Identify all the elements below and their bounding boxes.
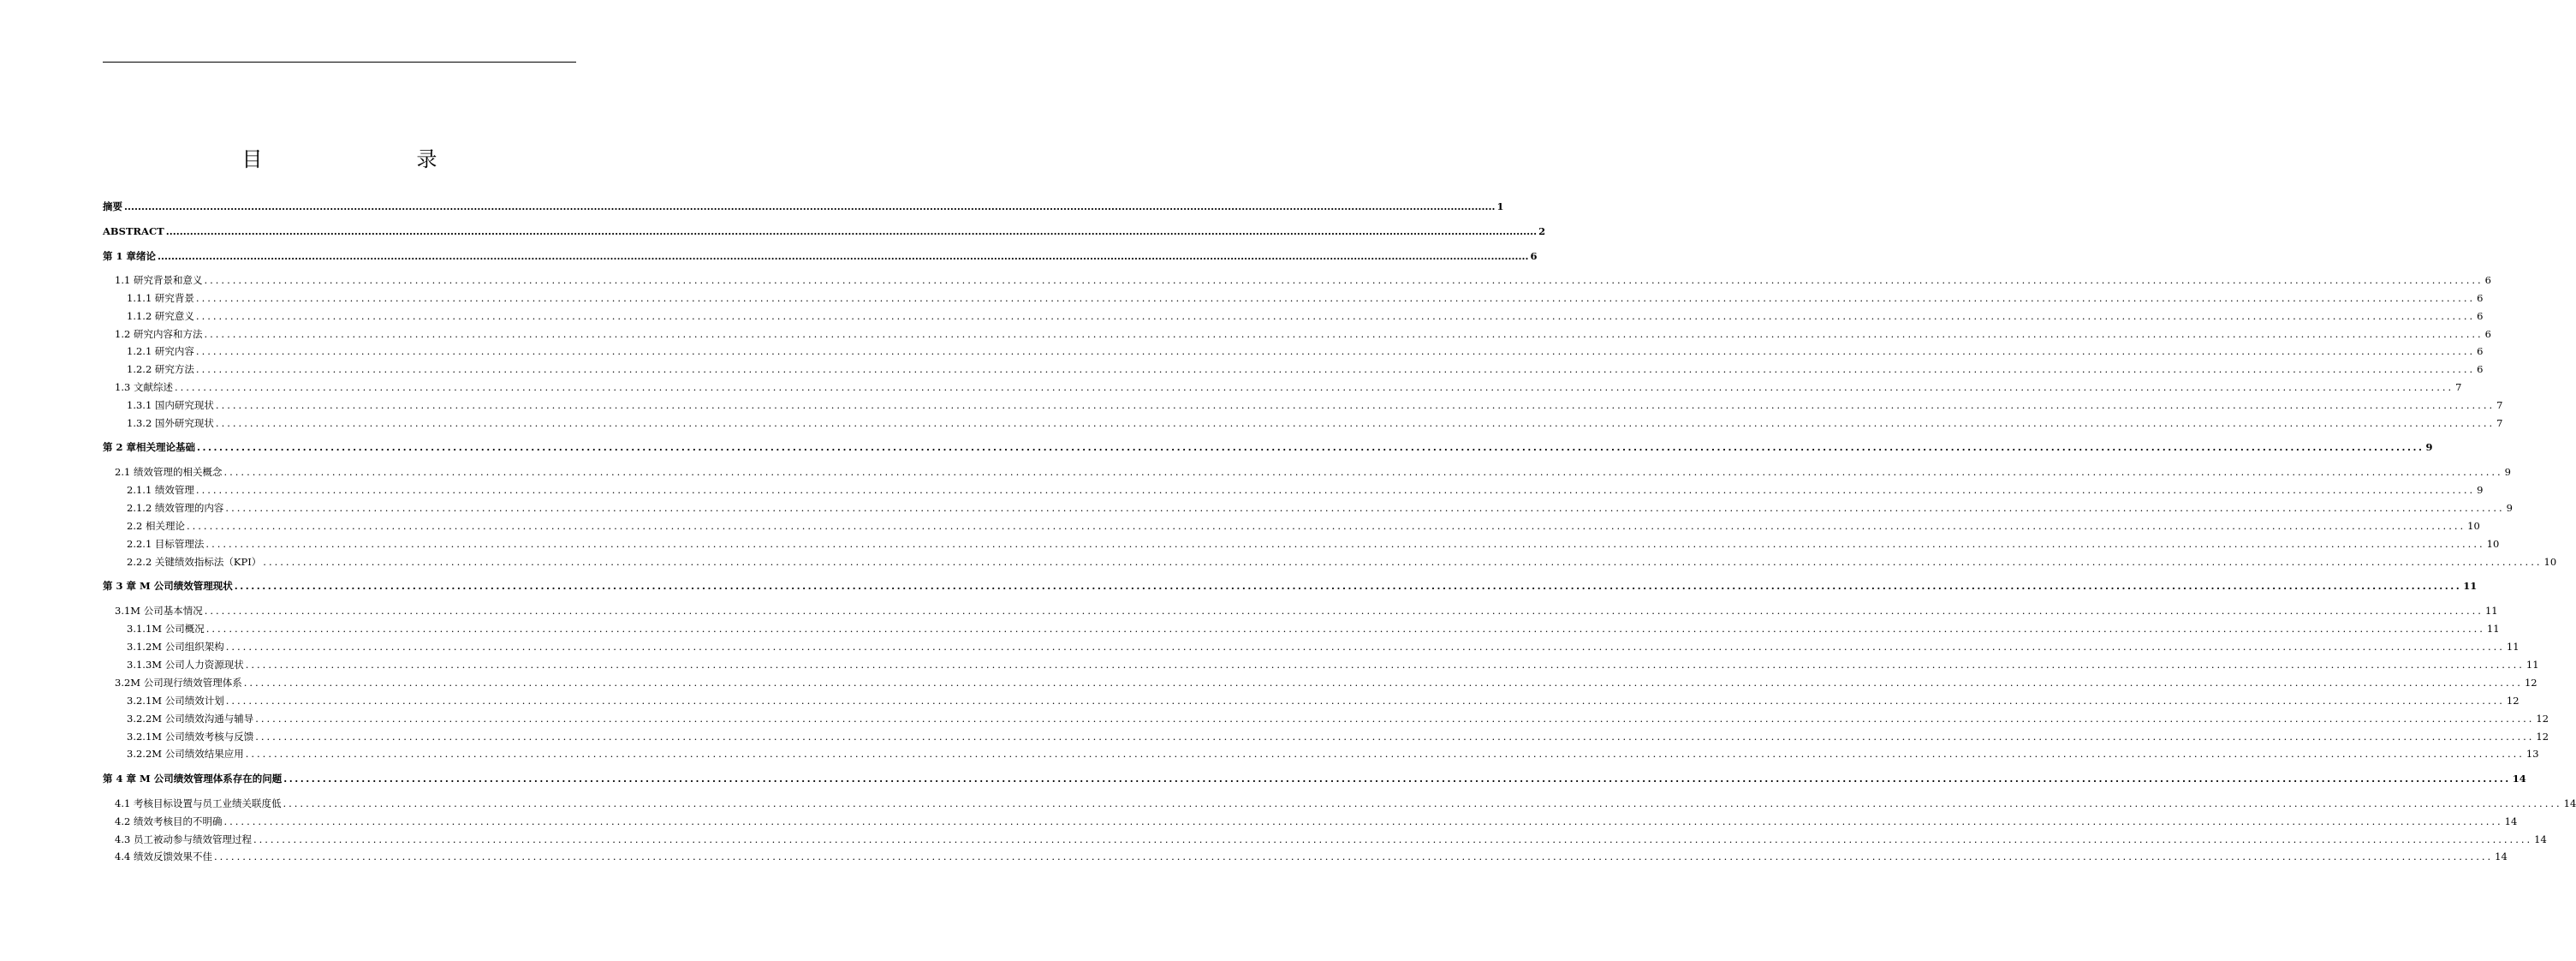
toc-entry[interactable] — [127, 291, 2484, 305]
toc-leader-dots: ................................................................................................................................................................................................................................................................................................................................................................................................................ — [124, 200, 1496, 212]
toc-entry-label: 1.2.1 研究内容 — [127, 345, 194, 357]
toc-leader-dots: ................................................................................................................................................................................................................................................................................................................................................................................................................ — [213, 851, 2494, 863]
page-title: 目 录 — [241, 147, 475, 171]
toc-leader-dots: ................................................................................................................................................................................................................................................................................................................................................................................................................ — [195, 484, 2476, 496]
toc-leader-dots: ................................................................................................................................................................................................................................................................................................................................................................................................................ — [195, 345, 2476, 357]
toc-entry[interactable] — [103, 440, 2433, 454]
toc-entry-label: 1.1 研究背景和意义 — [115, 274, 203, 286]
toc-entry-page: 13 — [2525, 748, 2539, 760]
toc-entry-label: 2.2.1 目标管理法 — [127, 538, 205, 550]
toc-entry[interactable] — [127, 344, 2484, 358]
toc-leader-dots: ................................................................................................................................................................................................................................................................................................................................................................................................................ — [253, 833, 2533, 845]
toc-leader-dots: ................................................................................................................................................................................................................................................................................................................................................................................................................ — [204, 605, 2484, 617]
toc-entry-label: 4.3 员工被动参与绩效管理过程 — [115, 833, 252, 845]
toc-leader-dots: ................................................................................................................................................................................................................................................................................................................................................................................................................ — [195, 292, 2476, 304]
toc-leader-dots: ................................................................................................................................................................................................................................................................................................................................................................................................................ — [225, 695, 2505, 707]
toc-entry-page: 12 — [2506, 695, 2519, 707]
toc-entry-page: 6 — [2477, 345, 2484, 357]
toc-entry-page: 7 — [2496, 399, 2503, 411]
toc-leader-dots: ................................................................................................................................................................................................................................................................................................................................................................................................................ — [263, 556, 2543, 568]
toc-entry-label: 1.3.2 国外研究现状 — [127, 417, 214, 429]
toc-leader-dots: ................................................................................................................................................................................................................................................................................................................................................................................................................ — [255, 713, 2535, 725]
toc-entry-page: 6 — [2477, 310, 2484, 322]
toc-entry-label: 3.1.2M 公司组织架构 — [127, 641, 224, 653]
toc-entry-page: 11 — [2506, 641, 2519, 653]
toc-entry-label: 摘要 — [103, 200, 122, 212]
toc-entry-page: 10 — [2486, 538, 2500, 550]
toc-leader-dots: ................................................................................................................................................................................................................................................................................................................................................................................................................ — [205, 538, 2485, 550]
toc-entry[interactable] — [115, 815, 2518, 828]
toc-entry-label: 1.1.2 研究意义 — [127, 310, 194, 322]
toc-entry-page: 9 — [2506, 502, 2513, 514]
toc-entry-label: 1.2 研究内容和方法 — [115, 328, 203, 340]
toc-entry-label: 3.2.1M 公司绩效考核与反馈 — [127, 731, 254, 743]
toc-entry-label: 3.1.1M 公司概况 — [127, 623, 205, 635]
toc-entry-label: 2.2.2 关键绩效指标法（KPI） — [127, 556, 262, 568]
toc-leader-dots: ................................................................................................................................................................................................................................................................................................................................................................................................................ — [283, 773, 2511, 785]
toc-entry[interactable] — [115, 380, 2462, 394]
toc-entry-page: 6 — [2484, 274, 2491, 286]
toc-entry-page: 14 — [2563, 797, 2576, 809]
toc-entry-page: 12 — [2536, 731, 2549, 743]
toc-leader-dots: ................................................................................................................................................................................................................................................................................................................................................................................................................ — [204, 328, 2484, 340]
toc-leader-dots: ................................................................................................................................................................................................................................................................................................................................................................................................................ — [186, 520, 2466, 532]
toc-entry-label: 2.1.2 绩效管理的内容 — [127, 502, 224, 514]
toc-entry[interactable] — [127, 537, 2500, 551]
toc-entry-label: 4.2 绩效考核目的不明确 — [115, 815, 223, 827]
toc-entry[interactable] — [127, 555, 2557, 569]
toc-entry-page: 10 — [2543, 556, 2557, 568]
toc-entry-label: 第 4 章 M 公司绩效管理体系存在的问题 — [103, 773, 283, 785]
toc-leader-dots: ................................................................................................................................................................................................................................................................................................................................................................................................................ — [243, 677, 2523, 689]
toc-entry-page: 9 — [2504, 466, 2511, 478]
toc-leader-dots: ................................................................................................................................................................................................................................................................................................................................................................................................................ — [215, 399, 2496, 411]
toc-entry[interactable] — [127, 483, 2484, 497]
toc-entry[interactable] — [115, 676, 2537, 689]
toc-entry[interactable] — [127, 730, 2549, 743]
toc-leader-dots: ................................................................................................................................................................................................................................................................................................................................................................................................................ — [245, 659, 2525, 671]
toc-entry[interactable] — [127, 640, 2519, 654]
toc-entry[interactable] — [127, 309, 2484, 323]
toc-entry-page: 7 — [2455, 381, 2462, 393]
toc-entry[interactable] — [103, 224, 1546, 238]
toc-entry[interactable] — [115, 465, 2511, 479]
toc-entry-label: 3.2.2M 公司绩效结果应用 — [127, 748, 244, 760]
toc-entry-page: 14 — [2504, 815, 2518, 827]
toc-entry[interactable] — [103, 249, 1538, 263]
toc-entry-page: 11 — [2486, 623, 2500, 635]
toc-entry-label: 1.1.1 研究背景 — [127, 292, 194, 304]
toc-entry-page: 7 — [2496, 417, 2503, 429]
toc-entry-label: ABSTRACT — [103, 225, 164, 237]
toc-entry-label: 2.1 绩效管理的相关概念 — [115, 466, 223, 478]
toc-entry-page: 9 — [2477, 484, 2484, 496]
toc-entry-label: 第 3 章 M 公司绩效管理现状 — [103, 580, 233, 592]
toc-entry[interactable] — [103, 200, 1504, 213]
toc-entry-page: 6 — [2477, 292, 2484, 304]
toc-entry[interactable] — [115, 850, 2508, 863]
toc-entry[interactable] — [127, 694, 2519, 707]
toc-leader-dots: ................................................................................................................................................................................................................................................................................................................................................................................................................ — [225, 641, 2505, 653]
toc-entry[interactable] — [127, 622, 2500, 636]
toc-entry[interactable] — [115, 327, 2491, 341]
toc-entry[interactable] — [127, 362, 2484, 376]
toc-leader-dots: ................................................................................................................................................................................................................................................................................................................................................................................................................ — [205, 623, 2485, 635]
toc-entry-page: 11 — [2463, 580, 2478, 592]
toc-entry[interactable] — [127, 416, 2503, 430]
toc-entry-label: 3.2M 公司现行绩效管理体系 — [115, 677, 242, 689]
toc-leader-dots: ................................................................................................................................................................................................................................................................................................................................................................................................................ — [197, 441, 2424, 453]
toc-entry-label: 第 2 章相关理论基础 — [103, 441, 196, 453]
toc-entry[interactable] — [103, 772, 2526, 785]
toc-entry-label: 4.4 绩效反馈效果不佳 — [115, 851, 212, 863]
toc-entry-page: 14 — [2512, 773, 2526, 785]
toc-entry[interactable] — [103, 579, 2478, 593]
toc-entry-page: 6 — [2484, 328, 2491, 340]
toc-entry-page: 11 — [2484, 605, 2498, 617]
toc-entry-page: 9 — [2425, 441, 2433, 453]
toc-entry-label: 2.2 相关理论 — [127, 520, 185, 532]
toc-leader-dots: ................................................................................................................................................................................................................................................................................................................................................................................................................ — [255, 731, 2535, 743]
toc-entry-label: 第 1 章绪论 — [103, 250, 157, 262]
toc-entry-label: 4.1 考核目标设置与员工业绩关联度低 — [115, 797, 282, 809]
toc-entry-label: 3.2.2M 公司绩效沟通与辅导 — [127, 713, 254, 725]
toc-entry[interactable] — [127, 501, 2513, 515]
toc-entry-page: 14 — [2534, 833, 2547, 845]
toc-leader-dots: ................................................................................................................................................................................................................................................................................................................................................................................................................ — [174, 381, 2454, 393]
toc-entry-page: 12 — [2524, 677, 2537, 689]
toc-entry-page: 6 — [1530, 250, 1538, 262]
toc-entry-page: 2 — [1538, 225, 1546, 237]
toc-entry[interactable] — [115, 833, 2547, 846]
toc-leader-dots: ................................................................................................................................................................................................................................................................................................................................................................................................................ — [245, 748, 2525, 760]
toc-leader-dots: ................................................................................................................................................................................................................................................................................................................................................................................................................ — [215, 417, 2496, 429]
toc-entry-page: 14 — [2495, 851, 2508, 863]
toc-leader-dots: ................................................................................................................................................................................................................................................................................................................................................................................................................ — [225, 502, 2505, 514]
toc-entry-page: 12 — [2536, 713, 2549, 725]
toc-entry-label: 2.1.1 绩效管理 — [127, 484, 194, 496]
toc-entry-label: 1.3 文献综述 — [115, 381, 173, 393]
toc-leader-dots: ................................................................................................................................................................................................................................................................................................................................................................................................................ — [234, 580, 2462, 592]
toc-entry[interactable] — [115, 273, 2491, 287]
toc-entry[interactable] — [127, 519, 2480, 533]
toc-leader-dots: ................................................................................................................................................................................................................................................................................................................................................................................................................ — [223, 815, 2503, 827]
toc-entry[interactable] — [127, 747, 2539, 761]
toc-leader-dots: ................................................................................................................................................................................................................................................................................................................................................................................................................ — [204, 274, 2484, 286]
toc-entry[interactable] — [127, 398, 2503, 412]
toc-leader-dots: ................................................................................................................................................................................................................................................................................................................................................................................................................ — [158, 250, 1529, 262]
toc-entry-label: 3.2.1M 公司绩效计划 — [127, 695, 224, 707]
toc-entry[interactable] — [115, 604, 2498, 618]
toc-leader-dots: ................................................................................................................................................................................................................................................................................................................................................................................................................ — [283, 797, 2562, 809]
toc-entry[interactable] — [127, 658, 2539, 672]
toc-entry-page: 6 — [2477, 363, 2484, 375]
toc-entry-label: 3.1M 公司基本情况 — [115, 605, 203, 617]
toc-entry-label: 1.2.2 研究方法 — [127, 363, 194, 375]
toc-entry[interactable] — [127, 712, 2549, 725]
toc-entry-page: 1 — [1496, 200, 1504, 212]
toc-entry-page: 11 — [2525, 659, 2539, 671]
toc-entry-label: 3.1.3M 公司人力资源现状 — [127, 659, 244, 671]
toc-leader-dots: ................................................................................................................................................................................................................................................................................................................................................................................................................ — [195, 363, 2476, 375]
toc-leader-dots: ................................................................................................................................................................................................................................................................................................................................................................................................................ — [223, 466, 2503, 478]
toc-leader-dots: ................................................................................................................................................................................................................................................................................................................................................................................................................ — [165, 225, 1538, 237]
toc-leader-dots: ................................................................................................................................................................................................................................................................................................................................................................................................................ — [195, 310, 2476, 322]
toc-entry-page: 10 — [2467, 520, 2480, 532]
toc-entry-label: 1.3.1 国内研究现状 — [127, 399, 214, 411]
toc-entry[interactable] — [115, 797, 2576, 810]
